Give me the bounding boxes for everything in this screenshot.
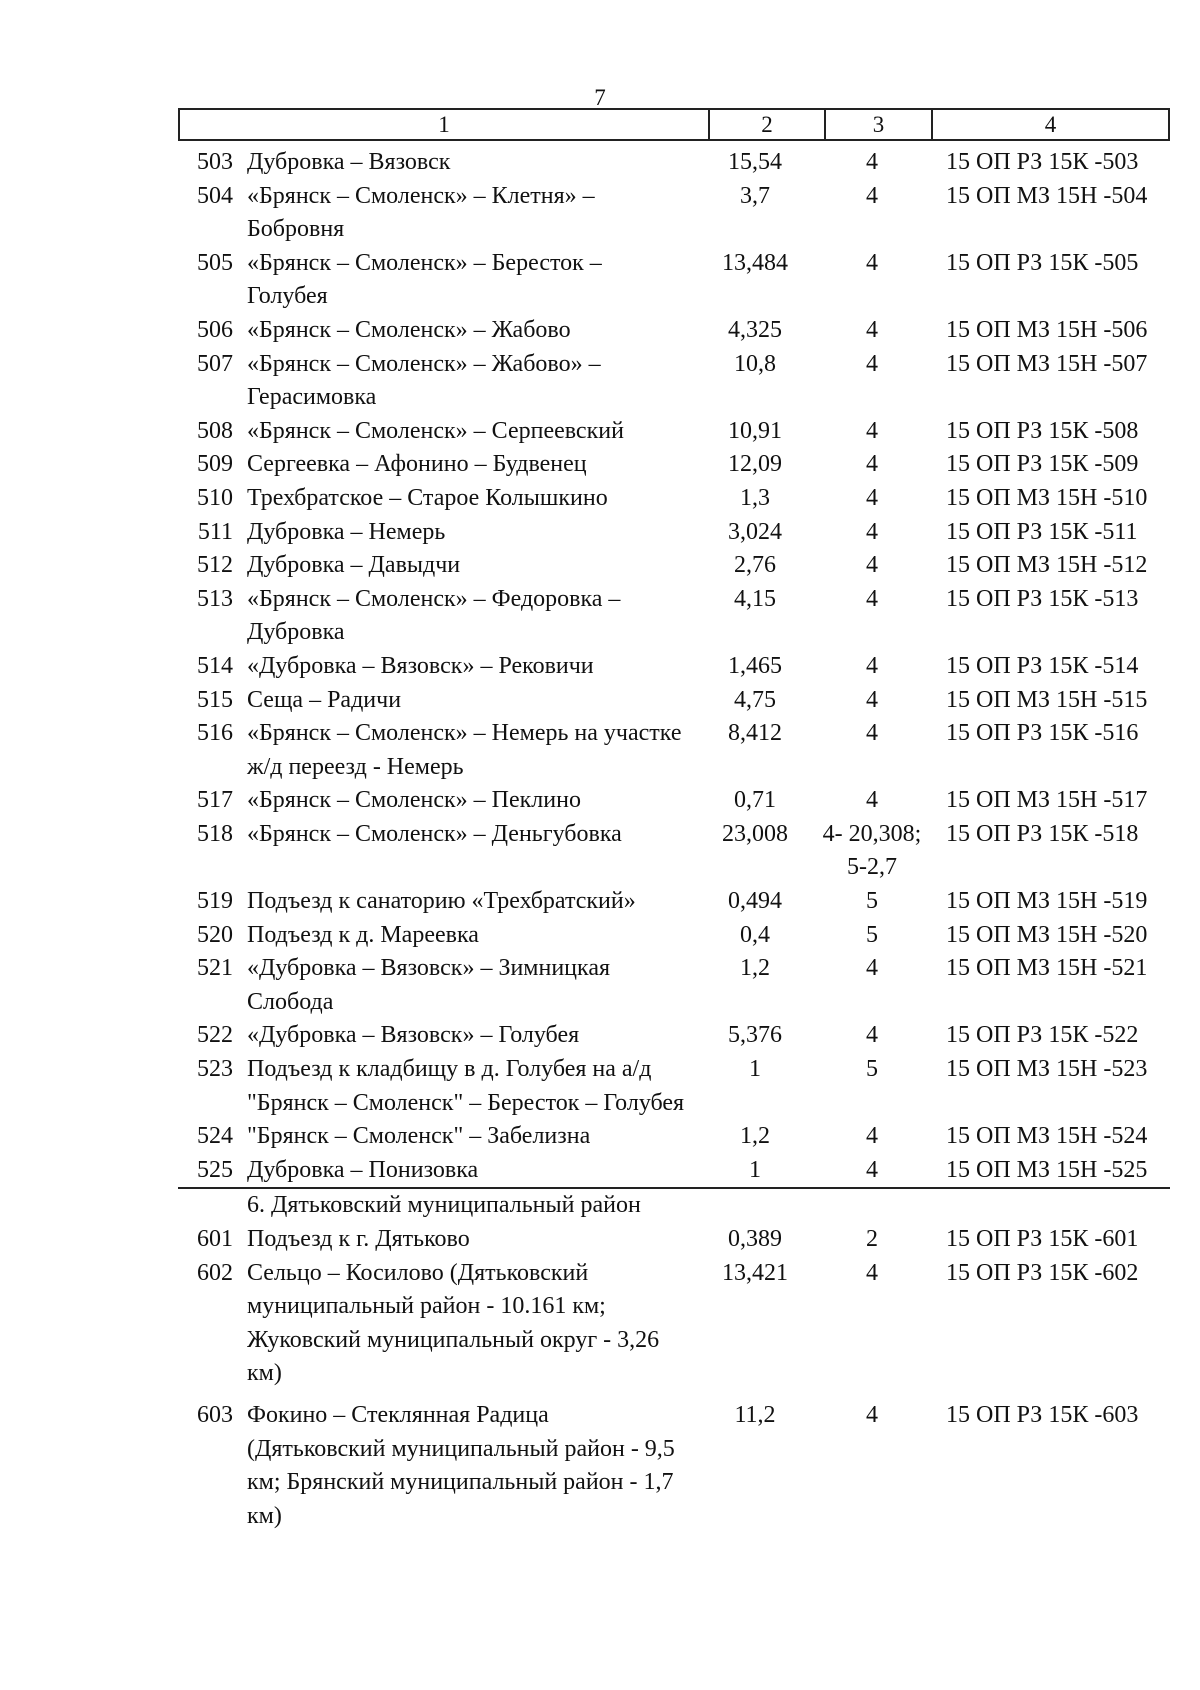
road-number: 517 [197, 787, 233, 814]
road-category: 5 [866, 921, 878, 948]
road-code: 15 ОП РЗ 15К -514 [946, 652, 1139, 679]
road-number: 514 [197, 652, 233, 679]
road-code: 15 ОП МЗ 15Н -504 [946, 182, 1148, 209]
road-name: «Дубровка – Вязовск» – Зимницкая Слобода [247, 955, 611, 1015]
road-length: 8,412 [728, 720, 782, 747]
table-row [178, 180, 1170, 247]
road-number: 504 [197, 182, 233, 209]
road-name: «Брянск – Смоленск» – Серпеевский [247, 417, 624, 444]
table-row [178, 717, 1170, 784]
road-name: Дубровка – Понизовка [247, 1156, 479, 1183]
road-name: "Брянск – Смоленск" – Забелизна [247, 1123, 591, 1150]
road-table [178, 146, 1170, 1533]
road-length: 3,024 [728, 518, 782, 545]
road-code: 15 ОП РЗ 15К -511 [946, 518, 1138, 545]
table-row [178, 448, 1170, 482]
road-category: 4 [866, 552, 878, 579]
road-length: 1,465 [728, 652, 782, 679]
table-row [178, 885, 1170, 919]
road-code: 15 ОП РЗ 15К -603 [946, 1401, 1139, 1428]
road-number: 507 [197, 350, 233, 377]
road-name: «Брянск – Смоленск» – Жабово» – Герасимовка [247, 350, 601, 411]
road-category: 4 [866, 484, 878, 511]
road-category: 4 [866, 787, 878, 814]
road-category: 4 [866, 149, 878, 175]
road-category: 4 [866, 1401, 878, 1428]
road-category: 4 [866, 249, 878, 276]
road-name: «Дубровка – Вязовск» – Рековичи [247, 652, 594, 679]
header-col-3: 3 [826, 110, 933, 139]
road-name: Трехбратское – Старое Колышкино [247, 484, 608, 511]
road-code: 15 ОП МЗ 15Н -510 [946, 484, 1148, 511]
road-length: 4,15 [734, 585, 776, 612]
road-code: 15 ОП РЗ 15К -505 [946, 249, 1139, 276]
road-number: 508 [197, 417, 233, 444]
road-category: 5 [866, 888, 878, 915]
road-name: Дубровка – Немерь [247, 518, 446, 545]
table-row [178, 1257, 1170, 1391]
road-length: 11,2 [734, 1401, 776, 1428]
road-category: 4 [866, 1156, 878, 1183]
road-name: Сельцо – Косилово (Дятьковский муниципальный район - 10.161 км; Жуковский муниципальный округ - 3,26 км) [247, 1259, 660, 1387]
road-length: 0,494 [728, 888, 782, 915]
road-code: 15 ОП МЗ 15Н -515 [946, 686, 1148, 713]
road-category: 5 [866, 1056, 878, 1083]
road-category: 4 [866, 1022, 878, 1049]
road-number: 509 [197, 451, 233, 478]
road-code: 15 ОП МЗ 15Н -525 [946, 1156, 1148, 1183]
road-category: 4 [866, 350, 878, 377]
table-row [178, 650, 1170, 684]
road-length: 0,71 [734, 787, 776, 814]
road-code: 15 ОП РЗ 15К -516 [946, 720, 1139, 747]
road-category: 4 [866, 518, 878, 545]
road-number: 506 [197, 316, 233, 343]
road-length: 3,7 [740, 182, 770, 209]
road-category: 4 [866, 451, 878, 478]
table-row [178, 1120, 1170, 1154]
road-code: 15 ОП РЗ 15К -518 [946, 820, 1139, 847]
road-category: 4 [866, 955, 878, 982]
table-row [178, 1154, 1170, 1190]
header-col-4: 4 [1044, 112, 1057, 137]
road-number: 512 [197, 552, 233, 579]
table-row [178, 784, 1170, 818]
road-code: 15 ОП МЗ 15Н -507 [946, 350, 1148, 377]
road-number: 519 [197, 888, 233, 915]
road-number: 601 [197, 1226, 233, 1252]
road-category: 2 [866, 1226, 878, 1252]
road-name: «Брянск – Смоленск» – Бересток – Голубея [247, 249, 602, 310]
table-row [178, 247, 1170, 314]
road-length: 1,2 [740, 1123, 770, 1150]
road-category: 4 [866, 417, 878, 444]
road-name: «Брянск – Смоленск» – Деньгубовка [247, 820, 622, 847]
road-code: 15 ОП МЗ 15Н -523 [946, 1056, 1148, 1083]
header-col-1: 1 [180, 110, 710, 139]
table-row [178, 684, 1170, 718]
table-row [178, 549, 1170, 583]
header-col-2: 2 [710, 110, 826, 139]
road-category: 4 [866, 720, 878, 747]
table-row [178, 1223, 1170, 1257]
road-length: 10,8 [734, 350, 776, 377]
road-number: 513 [197, 585, 233, 612]
road-number: 518 [197, 820, 233, 847]
road-number: 603 [197, 1401, 233, 1428]
road-category: 4- 20,308; 5-2,7 [822, 820, 922, 881]
table-row [178, 1399, 1170, 1533]
road-name: «Брянск – Смоленск» – Немерь на участке ж/д переезд - Немерь [247, 720, 682, 780]
road-length: 13,421 [722, 1259, 788, 1286]
road-category: 4 [866, 182, 878, 209]
road-name: Фокино – Стеклянная Радица (Дятьковский муниципальный район - 9,5 км; Брянский муниципальный район - 1,7 км) [247, 1401, 675, 1529]
road-length: 4,325 [728, 316, 782, 343]
section-title: 6. Дятьковский муниципальный район [247, 1192, 641, 1219]
table-header [178, 108, 1170, 141]
table-row [178, 314, 1170, 348]
road-length: 13,484 [722, 249, 788, 276]
road-number: 521 [197, 955, 233, 982]
table-row [178, 1053, 1170, 1120]
table-row [178, 348, 1170, 415]
road-name: «Брянск – Смоленск» – Федоровка – Дубровка [247, 585, 621, 646]
road-number: 515 [197, 686, 233, 713]
road-name: Подъезд к санаторию «Трехбратский» [247, 888, 636, 915]
road-length: 0,389 [728, 1226, 782, 1252]
road-length: 1,2 [740, 955, 770, 982]
road-code: 15 ОП МЗ 15Н -517 [946, 787, 1148, 814]
road-number: 503 [197, 149, 233, 175]
road-code: 15 ОП РЗ 15К -503 [946, 149, 1139, 175]
road-category: 4 [866, 652, 878, 679]
table-row [178, 516, 1170, 550]
table-row [178, 919, 1170, 953]
road-length: 5,376 [728, 1022, 782, 1049]
road-length: 0,4 [740, 921, 770, 948]
road-name: Подъезд к д. Мареевка [247, 921, 479, 948]
road-name: Дубровка – Давыдчи [247, 552, 461, 579]
road-number: 516 [197, 720, 233, 747]
road-length: 4,75 [734, 686, 776, 713]
road-number: 525 [197, 1156, 233, 1183]
table-row [178, 415, 1170, 449]
road-length: 23,008 [722, 820, 788, 847]
road-number: 505 [197, 249, 233, 276]
road-code: 15 ОП РЗ 15К -513 [946, 585, 1139, 612]
road-length: 10,91 [728, 417, 782, 444]
road-code: 15 ОП МЗ 15Н -524 [946, 1123, 1148, 1150]
road-name: «Брянск – Смоленск» – Клетня» – Бобровня [247, 182, 595, 243]
road-category: 4 [866, 316, 878, 343]
road-length: 12,09 [728, 451, 782, 478]
road-name: «Брянск – Смоленск» – Жабово [247, 316, 571, 343]
road-name: Подъезд к г. Дятьково [247, 1226, 470, 1252]
road-number: 523 [197, 1056, 233, 1083]
road-category: 4 [866, 1123, 878, 1150]
table-row [178, 146, 1170, 180]
road-name: «Дубровка – Вязовск» – Голубея [247, 1022, 580, 1049]
road-number: 602 [197, 1259, 233, 1286]
page-number: 7 [594, 85, 606, 110]
road-name: Сергеевка – Афонино – Будвенец [247, 451, 587, 478]
road-code: 15 ОП РЗ 15К -509 [946, 451, 1139, 478]
table-row [178, 818, 1170, 885]
table-row [178, 583, 1170, 650]
table-row [178, 482, 1170, 516]
road-code: 15 ОП МЗ 15Н -521 [946, 955, 1148, 982]
road-name: «Брянск – Смоленск» – Пеклино [247, 787, 581, 814]
road-code: 15 ОП МЗ 15Н -519 [946, 888, 1148, 915]
road-name: Сеща – Радичи [247, 686, 402, 713]
road-number: 511 [197, 518, 233, 545]
table-row [178, 1019, 1170, 1053]
road-length: 1 [749, 1056, 761, 1083]
road-length: 1,3 [740, 484, 770, 511]
road-length: 15,54 [728, 149, 782, 175]
road-name: Подъезд к кладбищу в д. Голубея на а/д "Брянск – Смоленск" – Бересток – Голубея [247, 1056, 685, 1116]
road-number: 522 [197, 1022, 233, 1049]
road-code: 15 ОП МЗ 15Н -506 [946, 316, 1148, 343]
road-category: 4 [866, 686, 878, 713]
road-code: 15 ОП РЗ 15К -602 [946, 1259, 1139, 1286]
road-code: 15 ОП РЗ 15К -601 [946, 1226, 1139, 1252]
road-number: 510 [197, 484, 233, 511]
road-code: 15 ОП МЗ 15Н -520 [946, 921, 1148, 948]
road-number: 520 [197, 921, 233, 948]
road-code: 15 ОП РЗ 15К -522 [946, 1022, 1139, 1049]
road-name: Дубровка – Вязовск [247, 149, 451, 175]
road-code: 15 ОП МЗ 15Н -512 [946, 552, 1148, 579]
road-number: 524 [197, 1123, 233, 1150]
road-category: 4 [866, 1259, 878, 1286]
table-row [178, 952, 1170, 1019]
road-length: 1 [749, 1156, 761, 1183]
road-category: 4 [866, 585, 878, 612]
road-code: 15 ОП РЗ 15К -508 [946, 417, 1139, 444]
road-length: 2,76 [734, 552, 776, 579]
